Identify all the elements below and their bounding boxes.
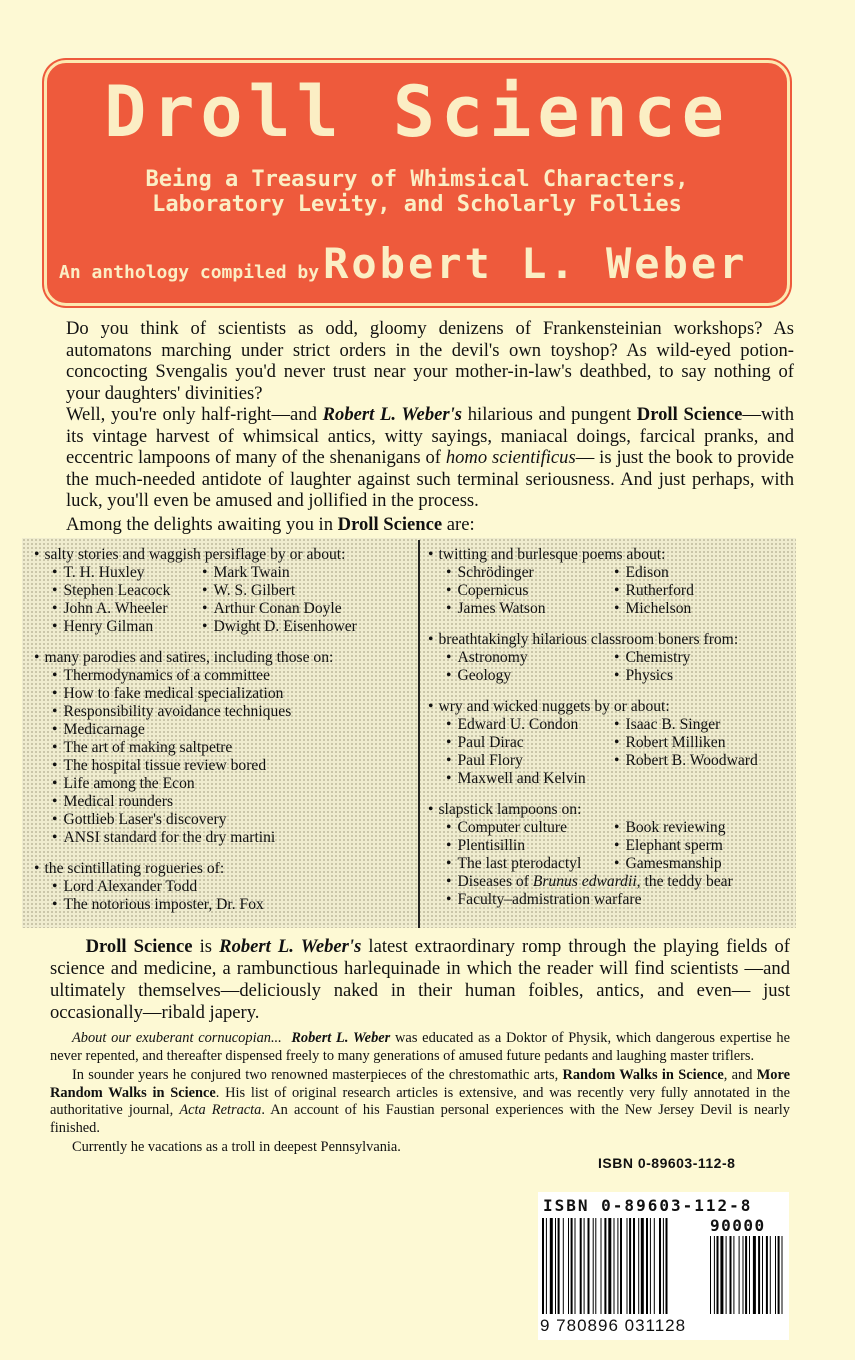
list-item: • John A. Wheeler (34, 600, 184, 618)
book-name: Droll Science (85, 936, 193, 957)
list-item: • Maxwell and Kelvin (428, 770, 596, 788)
list-item: • Astronomy (428, 649, 596, 667)
list-item: • T. H. Huxley (34, 564, 184, 582)
barcode-bar (558, 1218, 560, 1314)
text-run: was educated as a Doktor of Physik, which dangerous expertise he never repented, and thereafter dispensed freely to many generations of amused future pedants and laughing master triflers. (50, 1030, 791, 1064)
barcode-bar (638, 1218, 639, 1314)
parodies-group (34, 649, 418, 847)
group-heading: • many parodies and satires, including those on: (34, 649, 418, 667)
list-item: • Edward U. Condon (428, 716, 596, 734)
barcode-bar (563, 1218, 564, 1314)
text-run: —with its vintage harvest of whimsical antics, witty sayings, maniacal doings, farcical pranks, and eccentric lampoons of many of the shenanigans of (66, 404, 794, 468)
barcode-bar (629, 1218, 631, 1314)
barcode-bar (654, 1218, 655, 1314)
list-item: • Computer culture (428, 819, 596, 837)
list-item: • The last pterodactyl (428, 855, 596, 873)
list-item: • Elephant sperm (596, 837, 776, 855)
list-item: • Paul Flory (428, 752, 596, 770)
price-bar (733, 1236, 734, 1314)
price-bar (782, 1236, 783, 1314)
intro-text (66, 318, 794, 512)
left-column (34, 546, 418, 927)
list-item: • Book reviewing (596, 819, 776, 837)
list-item: • Geology (428, 667, 596, 685)
list-item: • Mark Twain (184, 564, 384, 582)
book-name: More Random Walks in Science (50, 1067, 790, 1101)
barcode-bar (584, 1218, 585, 1314)
list-item: • Gamesmanship (596, 855, 776, 873)
author-name: Robert L. Weber's (322, 404, 463, 425)
list-item: • Arthur Conan Doyle (184, 600, 384, 618)
text-run: , the teddy bear (636, 873, 733, 890)
rogueries-group (34, 860, 418, 914)
barcode-bar (659, 1218, 661, 1314)
text-run: Diseases of (457, 873, 533, 890)
book-subtitle (47, 167, 787, 217)
book-name: Droll Science (337, 514, 443, 535)
about-paragraph-1 (50, 1030, 790, 1065)
price-bar (745, 1236, 747, 1314)
text-run: , and (723, 1067, 757, 1083)
barcode-bar (542, 1218, 544, 1314)
list-item: • Edison (596, 564, 776, 582)
byline-author: Robert L. Weber (323, 239, 748, 288)
list-item: • Medical rounders (34, 793, 394, 811)
boners-list (428, 649, 794, 685)
list-item (428, 873, 794, 891)
price-bar (739, 1236, 740, 1314)
list-item: • The art of making saltpetre (34, 739, 394, 757)
stories-list (34, 564, 418, 636)
list-item: • ANSI standard for the dry martini (34, 829, 394, 847)
list-item: • Paul Dirac (428, 734, 596, 752)
list-item: • The hospital tissue review bored (34, 757, 394, 775)
list-item: • Michelson (596, 600, 776, 618)
list-item: • Faculty–admistration warfare (428, 891, 794, 909)
price-bar (749, 1236, 750, 1314)
list-item: • Life among the Econ (34, 775, 394, 793)
list-item: • Isaac B. Singer (596, 716, 776, 734)
book-title: Droll Science (104, 71, 730, 153)
barcode-bar (608, 1218, 611, 1314)
list-item: • Responsibility avoidance techniques (34, 703, 394, 721)
price-bar (762, 1236, 763, 1314)
barcode-bar (646, 1218, 648, 1314)
barcode-bar (641, 1218, 644, 1314)
latin-term: Brunus edwardii (532, 873, 637, 890)
rogueries-list (34, 878, 418, 914)
barcode-bar (568, 1218, 569, 1314)
text-run: latest extraordinary romp through the playing fields of science and medicine, a rambunctious harlequinade in which the reader will find scientists —and ultimately themselves—deliciously naked in their human foibles, antics, and even— just occasionally—ribald japery. (50, 936, 790, 1023)
subtitle-line-1: Being a Treasury of Whimsical Characters, (145, 167, 689, 192)
barcode-bar (650, 1218, 651, 1314)
list-item: • Rutherford (596, 582, 776, 600)
about-paragraph-3: Currently he vacations as a troll in deepest Pennsylvania. (72, 1139, 401, 1155)
text-run: are: (442, 514, 475, 535)
list-item: • Robert Milliken (596, 734, 776, 752)
list-item: • The notorious imposter, Dr. Fox (34, 896, 394, 914)
ean-number: 9 780896 031128 (540, 1316, 687, 1335)
list-item: • Henry Gilman (34, 618, 184, 636)
nuggets-list (428, 716, 794, 788)
barcode-bar (546, 1218, 547, 1314)
text-run: hilarious and pungent (462, 404, 637, 425)
list-item: • Plentisillin (428, 837, 596, 855)
byline (59, 239, 747, 288)
cover-banner (44, 60, 790, 306)
list-item: • James Watson (428, 600, 596, 618)
right-column (428, 546, 794, 922)
among-line (66, 514, 475, 536)
barcode-bar (620, 1218, 622, 1314)
barcode-bar (555, 1218, 556, 1314)
parodies-list (34, 667, 418, 847)
list-item: • Dwight D. Eisenhower (184, 618, 384, 636)
author-name: Robert L. Weber (291, 1030, 391, 1046)
lampoons-group (428, 801, 794, 909)
group-heading: • the scintillating rogueries of: (34, 860, 418, 878)
text-run: In sounder years he conjured two renowned masterpieces of the chrestomathic arts, (72, 1067, 563, 1083)
barcode-bar (604, 1218, 606, 1314)
column-divider (418, 540, 420, 928)
price-bar (775, 1236, 776, 1314)
group-heading: • slapstick lampoons on: (428, 801, 794, 819)
list-item: • Robert B. Woodward (596, 752, 776, 770)
barcode (538, 1192, 789, 1340)
price-bar (730, 1236, 732, 1314)
text-run: is (192, 936, 220, 957)
latin-term: homo scientificus (445, 447, 576, 468)
subtitle-line-2: Laboratory Levity, and Scholarly Follies (152, 192, 682, 217)
list-item: • Chemistry (596, 649, 776, 667)
group-heading: • twitting and burlesque poems about: (428, 546, 794, 564)
list-item: • Gottlieb Laser's discovery (34, 811, 394, 829)
about-lead: About our exuberant cornucopian... (72, 1030, 282, 1046)
poems-list (428, 564, 794, 618)
list-item: • Copernicus (428, 582, 596, 600)
price-bar (770, 1236, 771, 1314)
list-item: • Schrödinger (428, 564, 596, 582)
barcode-bar (614, 1218, 615, 1314)
price-bar (743, 1236, 744, 1314)
barcode-bar (580, 1218, 582, 1314)
price-bar (717, 1236, 719, 1314)
price-bar (726, 1236, 727, 1314)
price-bar (710, 1236, 711, 1314)
isbn-label: ISBN 0-89603-112-8 (598, 1155, 736, 1171)
text-run: — is just the book to provide the much-needed antidote of laughter against such terminal seriousness. And just perhaps, with luck, you'll even be amused and jollified in the process. (66, 447, 795, 511)
price-bar (758, 1236, 760, 1314)
text-run: Among the delights awaiting you in (66, 514, 338, 535)
barcode-bar (571, 1218, 573, 1314)
group-heading: • breathtakingly hilarious classroom boners from: (428, 631, 794, 649)
book-name: Random Walks in Science (562, 1067, 724, 1083)
barcode-bar (595, 1218, 596, 1314)
stories-group (34, 546, 418, 636)
barcode-bar (588, 1218, 590, 1314)
intro-paragraph-1: Do you think of scientists as odd, gloomy denizens of Frankensteinian workshops? As automatons marching under strict orders in the devil's own toyshop? As wild-eyed potion-concocting Svengalis you'd never trust near your mother-in-law's deathbed, to say nothing of your daughters' divinities? (66, 318, 794, 404)
list-item: • W. S. Gilbert (184, 582, 384, 600)
journal-name: Acta Retracta (179, 1102, 262, 1118)
list-item: • Lord Alexander Todd (34, 878, 394, 896)
list-item: • How to fake medical specialization (34, 685, 394, 703)
list-item: • Thermodynamics of a committee (34, 667, 394, 685)
outro-paragraph (50, 936, 790, 1024)
barcode-bar (633, 1218, 635, 1314)
barcode-bar (593, 1218, 594, 1314)
byline-lead: An anthology compiled by (59, 262, 320, 283)
price-bar (778, 1236, 780, 1314)
book-name: Droll Science (636, 404, 743, 425)
price-bar (753, 1236, 756, 1314)
price-bar (714, 1236, 715, 1314)
barcode-isbn: ISBN 0-89603-112-8 (543, 1196, 753, 1215)
barcode-bar (666, 1218, 668, 1314)
group-heading: • wry and wicked nuggets by or about: (428, 698, 794, 716)
price-bar (720, 1236, 723, 1314)
barcode-bar (663, 1218, 664, 1314)
about-author (50, 1030, 790, 1159)
about-paragraph-2 (50, 1067, 790, 1137)
barcode-bar (601, 1218, 602, 1314)
nuggets-group (428, 698, 794, 788)
list-item: • Physics (596, 667, 776, 685)
poems-group (428, 546, 794, 618)
price-bar (766, 1236, 768, 1314)
text-run: . An account of his Faustian personal experiences with the New Jersey Devil is nearly finished. (50, 1102, 790, 1136)
lampoons-list (428, 819, 794, 873)
price-code: 90000 (710, 1216, 766, 1235)
list-item: • Medicarnage (34, 721, 394, 739)
boners-group (428, 631, 794, 685)
barcode-bar (627, 1218, 628, 1314)
list-item: • Stephen Leacock (34, 582, 184, 600)
text-run: . His list of original research articles is extensive, and was recently very fully annotated in the authoritative journal, (50, 1084, 790, 1118)
intro-paragraph-2 (66, 404, 794, 512)
barcode-bar (617, 1218, 618, 1314)
barcode-bar (550, 1218, 553, 1314)
group-heading: • salty stories and waggish persiflage by or about: (34, 546, 418, 564)
barcode-bar (575, 1218, 576, 1314)
author-name: Robert L. Weber's (219, 936, 362, 957)
text-run: Well, you're only half-right—and (66, 404, 323, 425)
